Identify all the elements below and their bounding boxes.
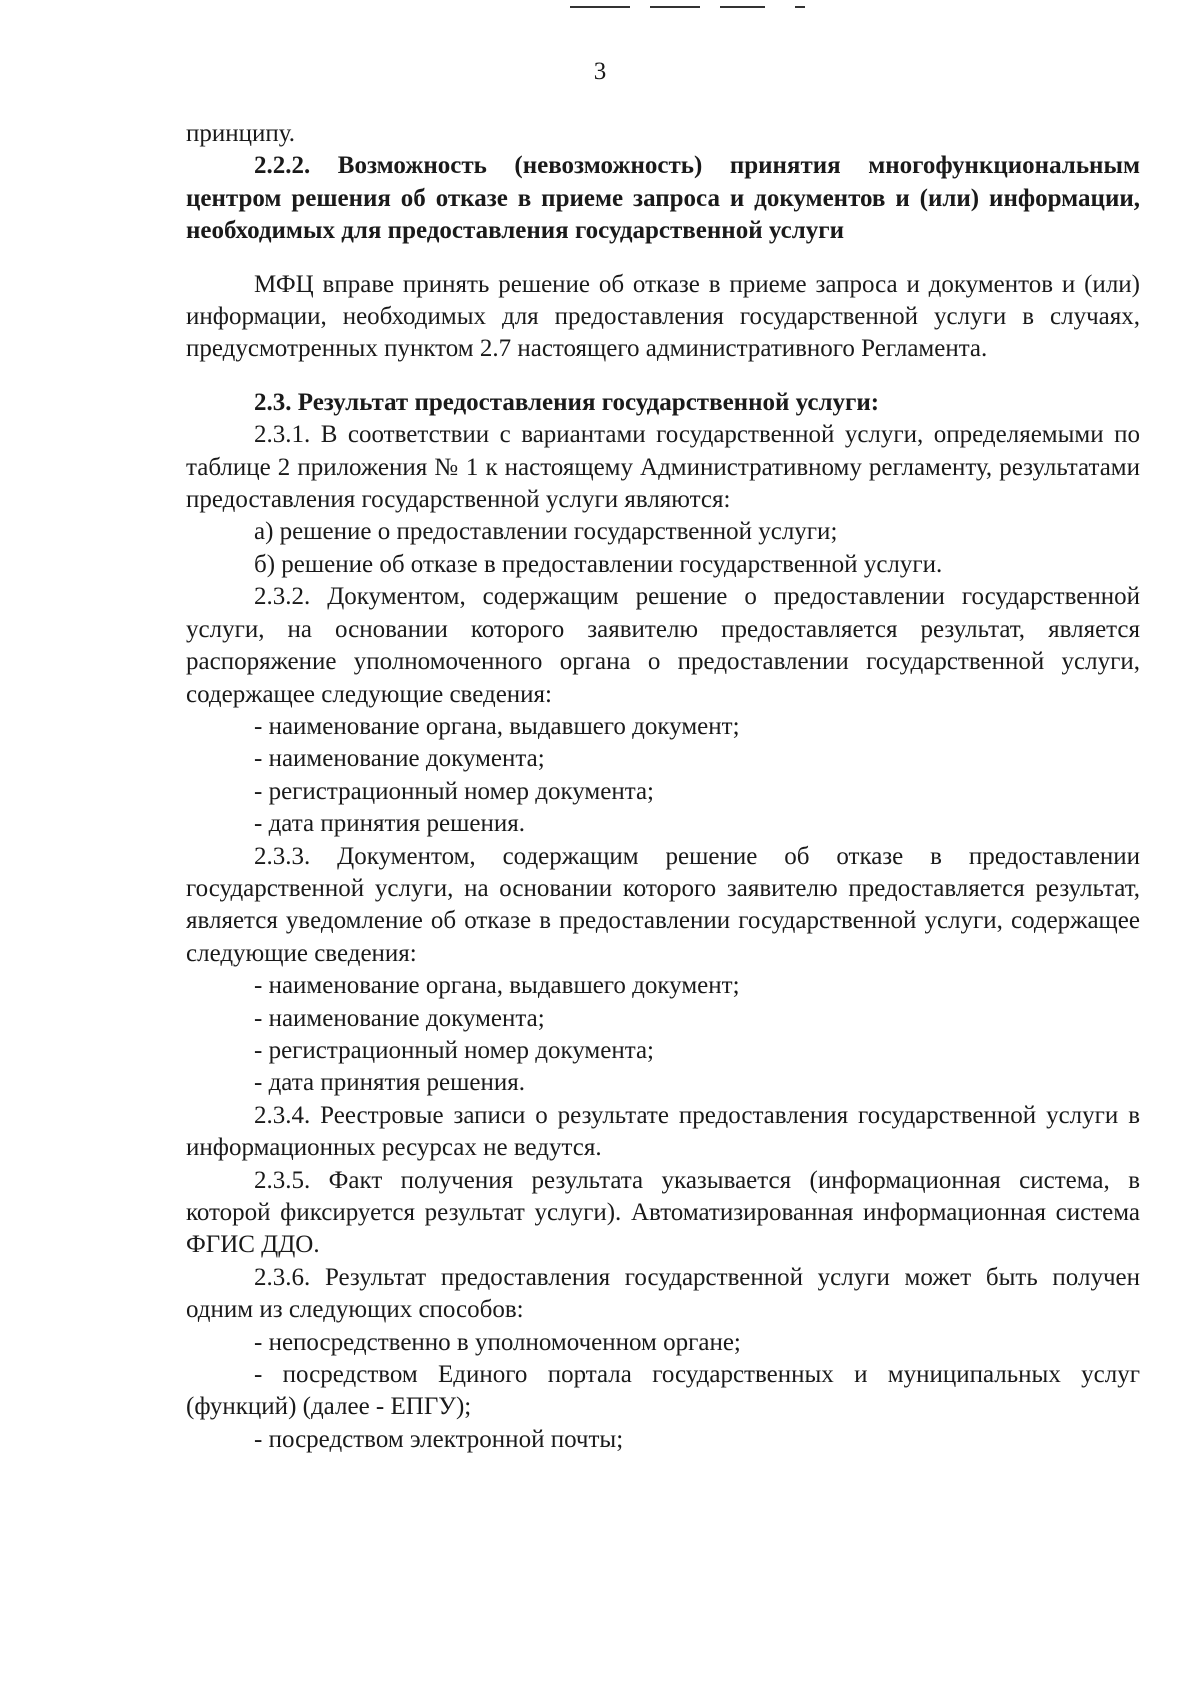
list-item-dash: - наименование органа, выдавшего документ; [254,972,740,1000]
list-item-dash: - дата принятия решения. [254,810,525,838]
paragraph-2-3-5: 2.3.5. Факт получения результата указывается (информационная система, в которой фиксируется результат услуги). Автоматизированная информационная система ФГИС ДДО. [186,1166,1140,1259]
list-item-dash: - регистрационный номер документа; [254,1036,654,1064]
heading-2-3: 2.3. Результат предоставления государственной услуги: [254,388,880,416]
list-item-dash: - регистрационный номер документа; [254,777,654,805]
paragraph-2-3-3: 2.3.3. Документом, содержащим решение об отказе в предоставлении государственной услуги, на основании которого заявителю предоставляется результат, является уведомление об отказе в предоставлении государственной услуги, содержащее следующие сведения: [186,842,1140,967]
list-item-dash: - непосредственно в уполномоченном органе; [254,1328,741,1356]
paragraph-2-3-6: 2.3.6. Результат предоставления государственной услуги может быть получен одним из следующих способов: [186,1263,1140,1324]
scan-header-marks [570,0,830,10]
page-number: 3 [593,58,607,85]
list-item-dash: - наименование органа, выдавшего документ; [254,712,740,740]
list-item-dash: - дата принятия решения. [254,1069,525,1097]
list-item-a: а) решение о предоставлении государственной услуги; [254,518,838,546]
list-item-dash: - наименование документа; [254,745,545,773]
list-item-dash: - наименование документа; [254,1004,545,1032]
paragraph-continuation: принципу. [186,120,296,147]
list-item-dash: - посредством электронной почты; [254,1425,624,1453]
paragraph-2-3-2: 2.3.2. Документом, содержащим решение о предоставлении государственной услуги, на основании которого заявителю предоставляется результат, является распоряжение уполномоченного органа о предоставлении государственной услуги, содержащее следующие сведения: [186,583,1140,708]
paragraph-2-3-1: 2.3.1. В соответствии с вариантами государственной услуги, определяемыми по таблице 2 приложения № 1 к настоящему Административному регламенту, результатами предоставления государственной услуги являются: [186,421,1140,514]
list-item-dash: - посредством Единого портала государственных и муниципальных услуг (функций) (далее - ЕПГУ); [186,1361,1140,1421]
paragraph-mfc: МФЦ вправе принять решение об отказе в приеме запроса и документов и (или) информации, необходимых для предоставления государственной услуги в случаях, предусмотренных пунктом 2.7 настоящего административного Регламента. [186,270,1140,363]
heading-2-2-2: 2.2.2. Возможность (невозможность) принятия многофункциональным центром решения об отказе в приеме запроса и документов и (или) информации, необходимых для предоставления государственной услуги [186,152,1140,245]
document-body [186,118,1140,1456]
paragraph-2-3-4: 2.3.4. Реестровые записи о результате предоставления государственной услуги в информационных ресурсах не ведутся. [186,1101,1140,1162]
list-item-b: б) решение об отказе в предоставлении государственной услуги. [254,550,943,578]
